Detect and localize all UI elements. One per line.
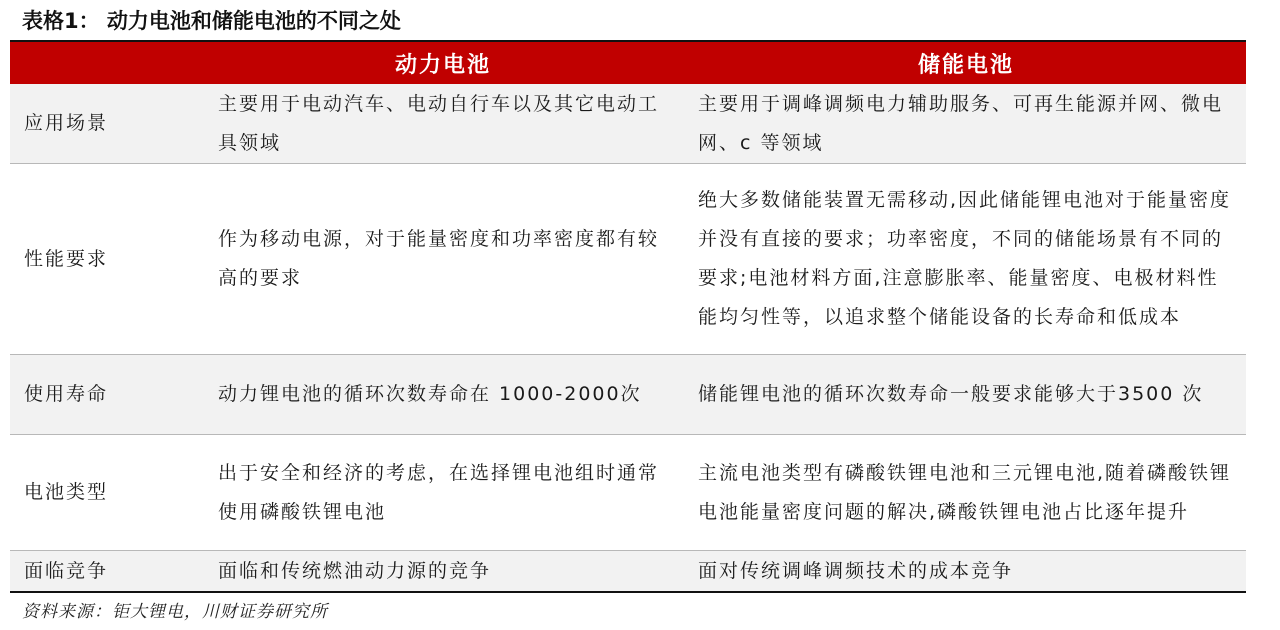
storage-cell: 主要用于调峰调频电力辅助服务、可再生能源并网、微电网、c 等领域 xyxy=(686,84,1246,164)
power-cell: 动力锂电池的循环次数寿命在 1000-2000次 xyxy=(200,355,686,435)
storage-cell: 储能锂电池的循环次数寿命一般要求能够大于3500 次 xyxy=(686,355,1246,435)
table-row xyxy=(10,164,1246,355)
row-label: 性能要求 xyxy=(10,164,200,355)
table-row xyxy=(10,355,1246,435)
power-cell: 出于安全和经济的考虑，在选择锂电池组时通常使用磷酸铁锂电池 xyxy=(200,435,686,551)
row-label: 使用寿命 xyxy=(10,355,200,435)
row-label: 面临竞争 xyxy=(10,551,200,593)
storage-cell: 面对传统调峰调频技术的成本竞争 xyxy=(686,551,1246,593)
table-title: 表格1： 动力电池和储能电池的不同之处 xyxy=(22,9,401,33)
storage-cell: 绝大多数储能装置无需移动,因此储能锂电池对于能量密度并没有直接的要求；功率密度，不同的储能场景有不同的要求;电池材料方面,注意膨胀率、能量密度、电极材料性能均匀性等，以追求整个储能设备的长寿命和低成本 xyxy=(686,164,1246,355)
header-blank xyxy=(10,42,200,84)
row-label: 电池类型 xyxy=(10,435,200,551)
header-power-battery: 动力电池 xyxy=(200,42,686,84)
row-label: 应用场景 xyxy=(10,84,200,164)
table-row xyxy=(10,551,1246,593)
storage-cell: 主流电池类型有磷酸铁锂电池和三元锂电池,随着磷酸铁锂电池能量密度问题的解决,磷酸铁锂电池占比逐年提升 xyxy=(686,435,1246,551)
source-note: 资料来源：钜大锂电，川财证券研究所 xyxy=(22,602,328,622)
header-storage-battery: 储能电池 xyxy=(686,42,1246,84)
table-header-row xyxy=(10,42,1246,84)
comparison-table xyxy=(10,42,1246,593)
power-cell: 主要用于电动汽车、电动自行车以及其它电动工具领域 xyxy=(200,84,686,164)
table-row xyxy=(10,435,1246,551)
power-cell: 作为移动电源，对于能量密度和功率密度都有较高的要求 xyxy=(200,164,686,355)
power-cell: 面临和传统燃油动力源的竞争 xyxy=(200,551,686,593)
table-row xyxy=(10,84,1246,164)
